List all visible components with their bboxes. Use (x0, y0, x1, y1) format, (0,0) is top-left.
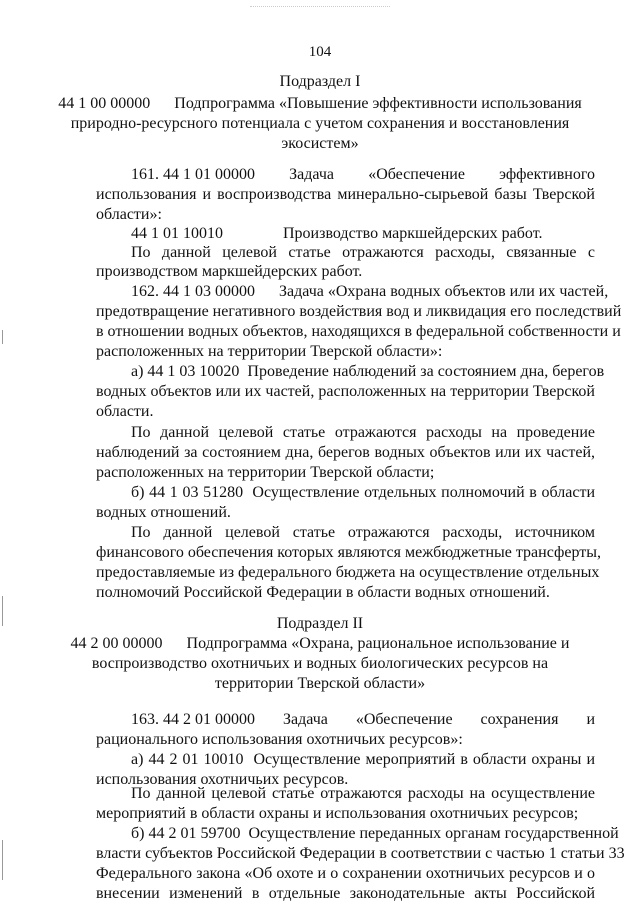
item-a-44-1-03-10020: а) 44 1 03 10020 Проведение наблюдений за состоянием дна, берегов (131, 363, 605, 380)
paragraph-line: По данной целевой статье отражаются расходы на осуществление (131, 785, 595, 802)
paragraph-line: использования охотничьих ресурсов. (96, 771, 349, 788)
paragraph-line: области. (96, 403, 154, 420)
section-heading-line: 44 2 00 00000 Подпрограмма «Охрана, рациональное использование и (70, 635, 570, 652)
scan-edge-mark (2, 840, 3, 880)
section-heading-line: экосистем» (281, 135, 359, 152)
scan-edge-mark (2, 330, 3, 344)
paragraph-line: наблюдений за состоянием дна, берегов водных объектов или их частей, (96, 444, 595, 461)
paragraph-line: Федерального закона «Об охоте и о сохранении охотничьих ресурсов и о (96, 865, 595, 882)
paragraph-line: внесении изменений в отдельные законодательные акты Российской (96, 885, 595, 902)
section-heading-line: территории Тверской области» (214, 675, 426, 692)
paragraph-line: водных объектов или их частей, расположенных на территории Тверской (96, 383, 595, 400)
page-number: 104 (308, 44, 332, 60)
scan-artifact (250, 6, 390, 8)
paragraph-line: полномочий Российской Федерации в области водных отношений. (96, 584, 550, 601)
item-b-44-2-01-59700: б) 44 2 01 59700 Осуществление переданных органам государственной (131, 825, 619, 842)
paragraph-line: предоставляемые из федерального бюджета на осуществление отдельных (96, 564, 600, 581)
paragraph-line: рационального использования охотничьих ресурсов»: (96, 731, 463, 748)
paragraph-line: в отношении водных объектов, находящихся в федеральной собственности и (96, 323, 621, 340)
paragraph-line: расположенных на территории Тверской области»: (96, 343, 443, 360)
paragraph-line: финансового обеспечения которых являются межбюджетные трансферты, (96, 544, 602, 561)
paragraph-line: использования и воспроизводства минерально-сырьевой базы Тверской (96, 186, 595, 203)
paragraph-163-line1: 163. 44 2 01 00000 Задача «Обеспечение сохранения и (131, 711, 595, 728)
paragraph-line: власти субъектов Российской Федерации в соответствии с частью 1 статьи 33 (96, 845, 625, 862)
item-a-44-2-01-10010: а) 44 2 01 10010 Осуществление мероприятий в области охраны и (131, 751, 595, 768)
item-b-44-1-03-51280: б) 44 1 03 51280 Осуществление отдельных полномочий в области (131, 484, 595, 501)
section-title: Подраздел II (276, 615, 364, 632)
paragraph-line: производством маркшейдерских работ. (96, 263, 363, 280)
section-heading-line: природно-ресурсного потенциала с учетом сохранения и восстановления (70, 115, 570, 132)
section-heading-line: 44 1 00 00000 Подпрограмма «Повышение эффективности использования (58, 95, 582, 112)
item-44101: 44 1 01 10010 Производство маркшейдерских работ. (131, 225, 543, 242)
paragraph-line: По данной целевой статье отражаются расходы, связанные с (131, 244, 595, 261)
paragraph-line: По данной целевой статье отражаются расходы, источником (131, 524, 595, 541)
paragraph-162-line1: 162. 44 1 03 00000 Задача «Охрана водных объектов или их частей, (131, 283, 609, 300)
paragraph-line: водных отношений. (96, 504, 231, 521)
paragraph-line: мероприятий в области охраны и использования охотничьих ресурсов; (96, 805, 579, 822)
paragraph-line: предотвращение негативного воздействия вод и ликвидация его последствий (96, 303, 622, 320)
section-title: Подраздел I (279, 73, 361, 90)
paragraph-line: области»: (96, 206, 162, 223)
paragraph-line: По данной целевой статье отражаются расходы на проведение (131, 424, 595, 441)
paragraph-line: расположенных на территории Тверской области; (96, 464, 435, 481)
paragraph-161-line1: 161. 44 1 01 00000 Задача «Обеспечение эффективного (131, 166, 595, 183)
section-heading-line: воспроизводство охотничьих и водных биологических ресурсов на (91, 655, 549, 672)
